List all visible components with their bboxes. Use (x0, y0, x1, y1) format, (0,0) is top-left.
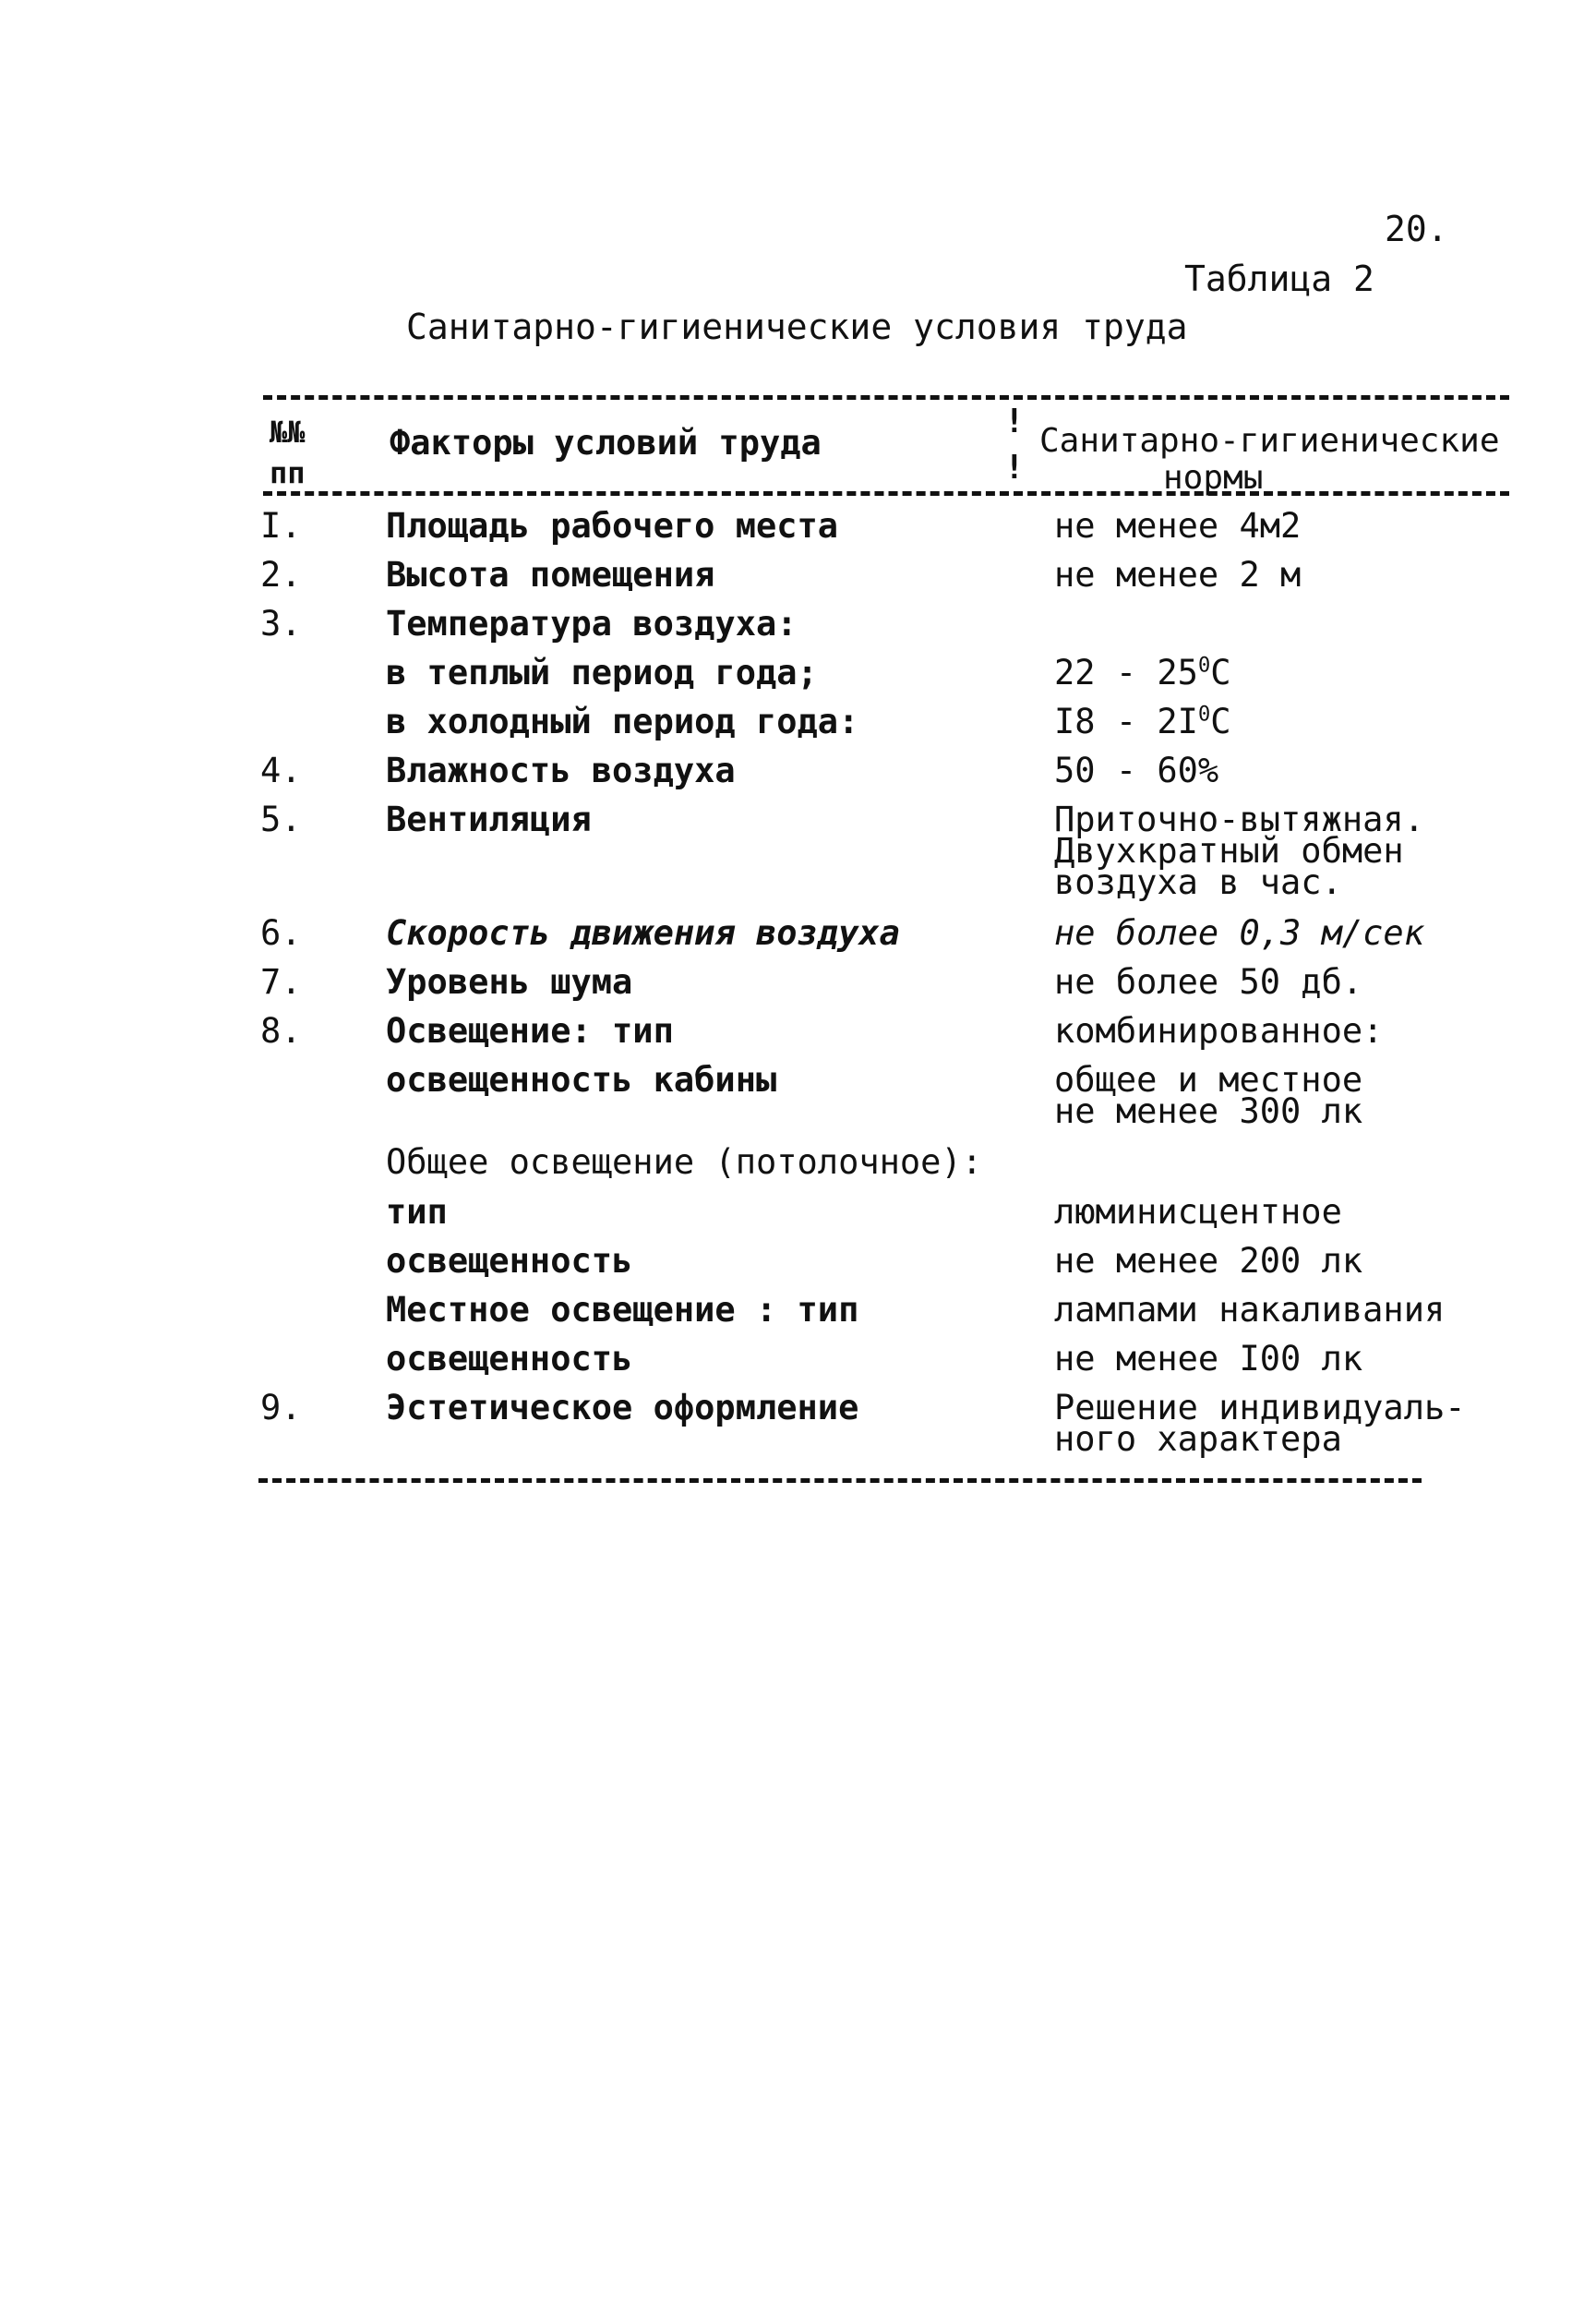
row-factor: Эстетическое оформление (386, 1388, 859, 1427)
row-factor: в теплый период года; (386, 653, 818, 692)
table-bottom-rule (258, 1478, 1422, 1483)
row-norm-line: Двухкратный обмен (1054, 831, 1404, 871)
row-factor: освещенность (386, 1241, 633, 1281)
row-norm: люминисцентное (1054, 1192, 1342, 1232)
row-factor: Скорость движения воздуха (386, 913, 900, 953)
row-number: 7. (260, 962, 302, 1002)
row-factor: Высота помещения (386, 555, 715, 595)
table-title: Санитарно-гигиенические условия труда (406, 307, 1188, 347)
row-norm: не менее I00 лк (1054, 1339, 1363, 1379)
row-factor: Площадь рабочего места (386, 506, 839, 546)
row-factor: Местное освещение : тип (386, 1290, 859, 1330)
row-norm: не менее 4м2 (1054, 506, 1302, 546)
row-norm-line: Приточно-вытяжная. (1054, 800, 1424, 839)
row-factor: Общее освещение (потолочное): (386, 1142, 983, 1182)
page-number: 20. (1385, 209, 1448, 249)
row-norm: не менее 200 лк (1054, 1241, 1363, 1281)
row-number: 3. (260, 604, 302, 644)
header-norms (1039, 423, 1500, 497)
row-norm: лампами накаливания (1054, 1290, 1446, 1330)
row-factor: Влажность воздуха (386, 751, 736, 790)
row-factor: Освещение: тип (386, 1011, 674, 1051)
row-norm-unit: C (1210, 702, 1231, 741)
row-norm-line: воздуха в час. (1054, 862, 1342, 902)
header-norms-line1: Санитарно-гигиенические (1039, 422, 1500, 460)
row-norm-line: не менее 300 лк (1054, 1091, 1363, 1131)
row-norm: не менее 2 м (1054, 555, 1302, 595)
header-number-abbrev: пп (270, 455, 306, 490)
row-norm-line: общее и местное (1054, 1060, 1363, 1100)
header-factors: Факторы условий труда (390, 423, 822, 463)
row-norm (1054, 653, 1231, 692)
header-rule (263, 491, 1509, 496)
row-norm-value: 22 - 25 (1054, 653, 1198, 692)
degree-mark: 0 (1197, 703, 1211, 727)
row-number: 8. (260, 1011, 302, 1051)
row-number: 2. (260, 555, 302, 595)
row-norm (1054, 1060, 1363, 1131)
row-factor: освещенность кабины (386, 1060, 777, 1100)
header-column-separator-bottom: ! (1004, 449, 1025, 487)
row-norm: не более 50 дб. (1054, 962, 1363, 1002)
header-column-separator-top: ! (1004, 403, 1025, 440)
row-number: 4. (260, 751, 302, 790)
row-factor: в холодный период года: (386, 702, 859, 741)
header-number (270, 412, 325, 493)
row-norm: комбинированное: (1054, 1011, 1384, 1051)
row-norm (1054, 800, 1424, 902)
row-norm: не более 0,3 м/сек (1054, 913, 1424, 953)
table-label: Таблица 2 (1184, 259, 1374, 299)
row-factor: Температура воздуха: (386, 604, 798, 644)
row-number: I. (260, 506, 302, 546)
row-norm-line: ного характера (1054, 1419, 1342, 1459)
header-norms-line2: нормы (1163, 459, 1264, 497)
table-top-rule (263, 395, 1509, 400)
degree-mark: 0 (1197, 654, 1211, 678)
row-number: 9. (260, 1388, 302, 1427)
row-norm (1054, 1388, 1466, 1459)
header-number-symbol: №№ (270, 415, 306, 450)
row-norm-value: I8 - 2I (1054, 702, 1198, 741)
row-norm (1054, 702, 1231, 741)
row-number: 5. (260, 800, 302, 839)
row-norm-unit: C (1210, 653, 1231, 692)
row-factor: Уровень шума (386, 962, 633, 1002)
row-norm: 50 - 60% (1054, 751, 1219, 790)
row-factor: Вентиляция (386, 800, 592, 839)
row-number: 6. (260, 913, 302, 953)
row-norm-line: Решение индивидуаль- (1054, 1388, 1466, 1427)
row-factor: освещенность (386, 1339, 633, 1379)
row-factor: тип (386, 1192, 448, 1232)
